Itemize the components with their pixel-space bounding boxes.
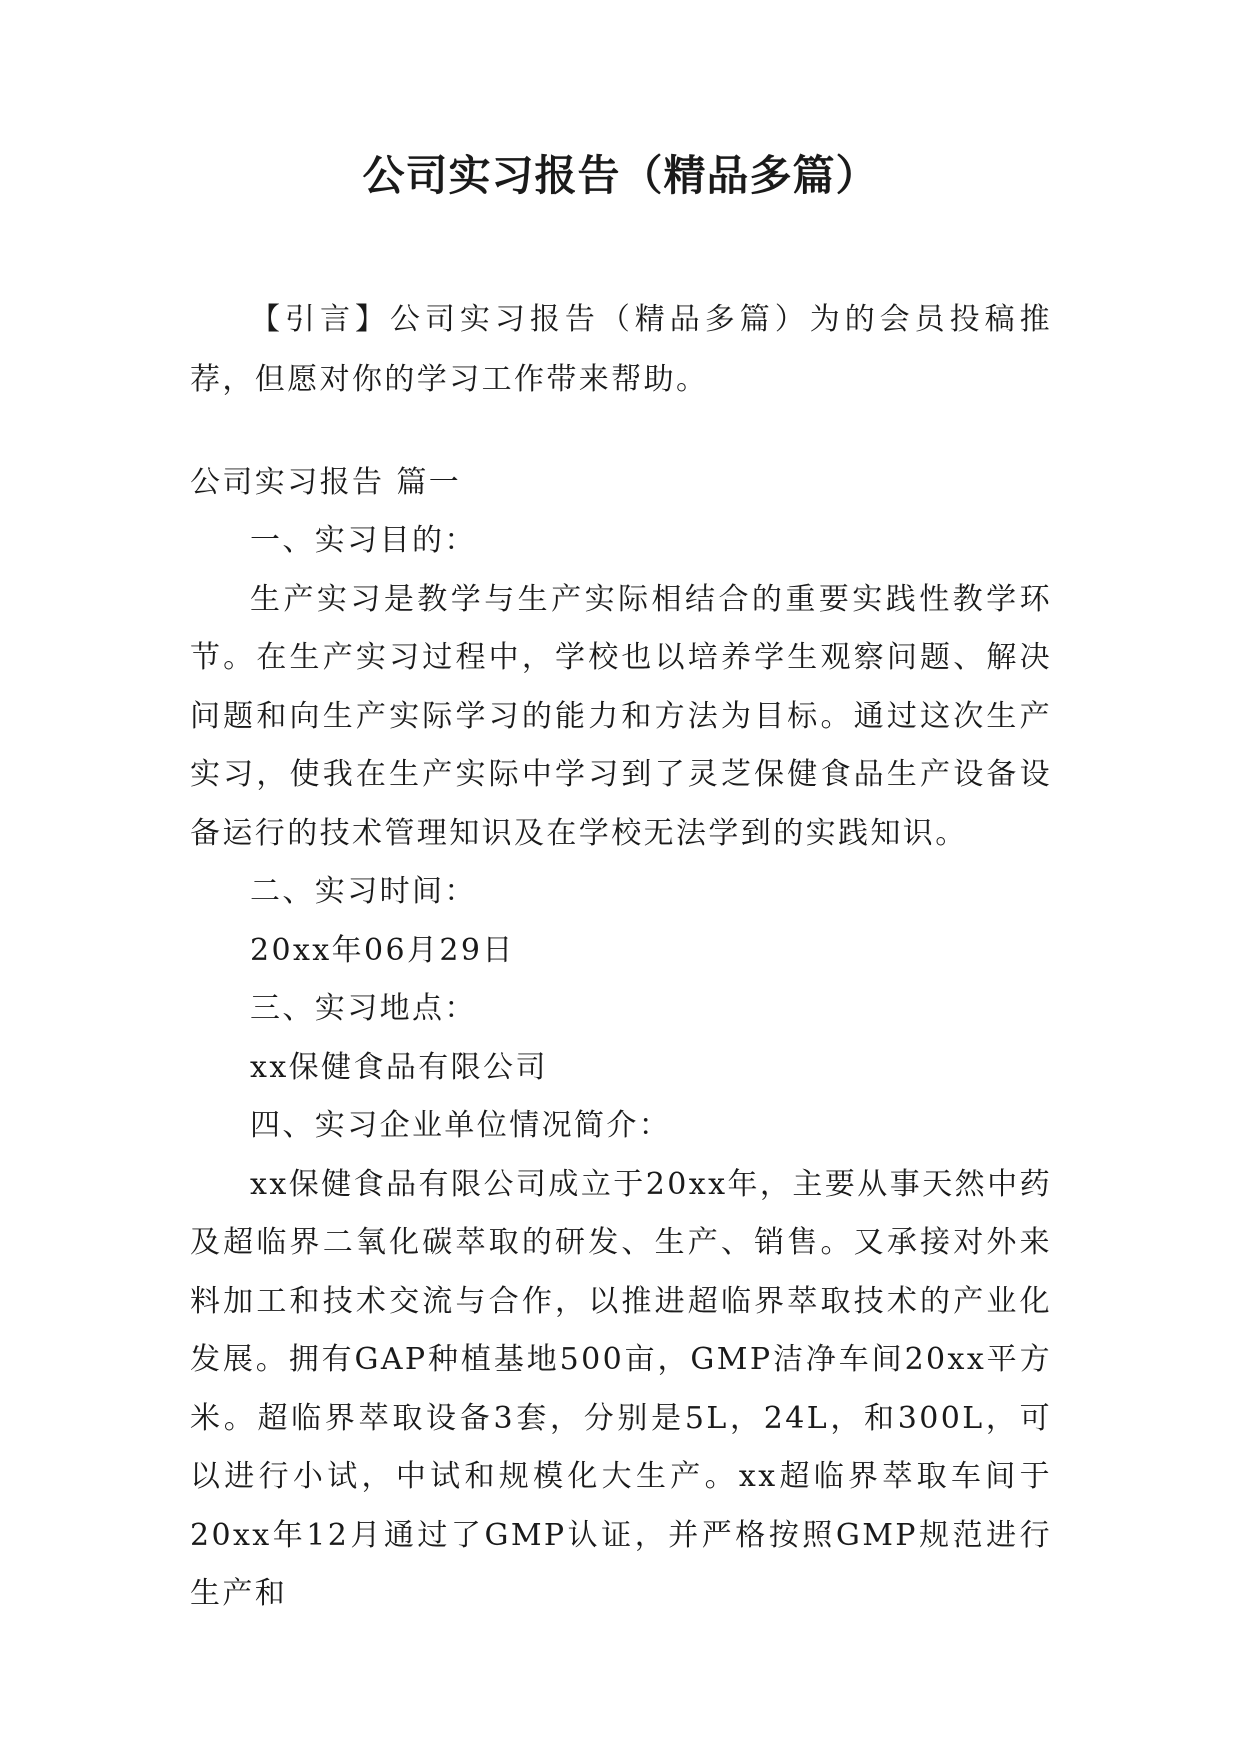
- paragraph-location: xx保健食品有限公司: [250, 1049, 548, 1085]
- document-title: 公司实习报告（精品多篇）: [362, 151, 879, 200]
- heading-company-intro: 四、实习企业单位情况简介：: [250, 1108, 672, 1143]
- paragraph-purpose: 生产实习是教学与生产实际相结合的重要实践性教学环节。在生产实习过程中，学校也以培养学生观察问题、解决问题和向生产实际学习的能力和方法为目标。通过这次生产实习，使我在生产实际中学习到了灵芝保健食品生产设备设备运行的技术管理知识及在学校无法学到的实践知识。: [190, 581, 1052, 851]
- paragraph-company-intro: xx保健食品有限公司成立于20xx年，主要从事天然中药及超临界二氧化碳萃取的研发、生产、销售。又承接对外来料加工和技术交流与合作，以推进超临界萃取技术的产业化发展。拥有GAP种植基地500亩，GMP洁净车间20xx平方米。超临界萃取设备3套，分别是5L，24L，和300L，可以进行小试，中试和规模化大生产。xx超临界萃取车间于20xx年12月通过了GMP认证，并严格按照GMP规范进行生产和: [190, 1166, 1052, 1611]
- document-body: [190, 290, 1052, 1624]
- heading-purpose: 一、实习目的：: [250, 523, 477, 558]
- heading-time: 二、实习时间：: [250, 874, 477, 909]
- heading-location: 三、实习地点：: [250, 991, 477, 1026]
- section-heading: 公司实习报告 篇一: [190, 465, 462, 500]
- paragraph-time: 20xx年06月29日: [250, 932, 515, 968]
- intro-paragraph: 【引言】公司实习报告（精品多篇）为的会员投稿推荐，但愿对你的学习工作带来帮助。: [190, 302, 1052, 397]
